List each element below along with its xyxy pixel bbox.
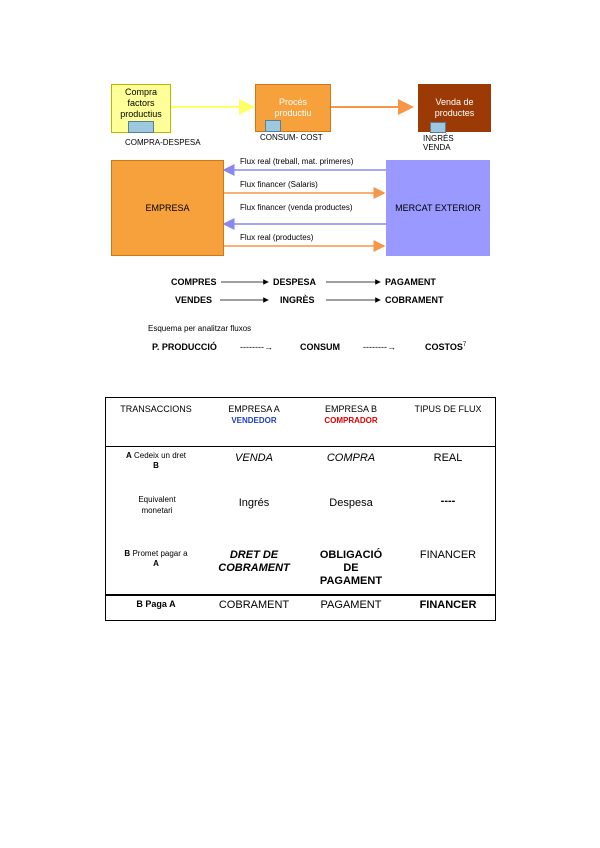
row1-target: B — [153, 461, 159, 470]
flow-pagament: PAGAMENT — [385, 277, 436, 287]
flow-vendes: VENDES — [175, 295, 213, 305]
box-venda-label: Venda de productes — [434, 97, 475, 118]
esquema-consum: CONSUM — [300, 342, 340, 352]
row4-transaccio: B Paga A — [136, 599, 176, 609]
row3-empresa-a: DRET DE COBRAMENT — [218, 549, 290, 574]
label-compra-despesa: COMPRA-DESPESA — [125, 138, 201, 147]
flow-cobrament: COBRAMENT — [385, 295, 444, 305]
flux-label-1: Flux real (treball, mat. primeres) — [240, 157, 354, 166]
box-proces-label: Procés productiu — [274, 97, 312, 118]
row3-empresa-b: OBLIGACIÓ DE PAGAMENT — [319, 549, 383, 587]
th-empresa-b-main: EMPRESA B — [324, 404, 378, 414]
flux-label-2: Flux financer (Salaris) — [240, 180, 318, 189]
esquema-produccio: P. PRODUCCIÓ — [152, 342, 217, 352]
esquema-arrow-1: --------→ — [240, 342, 273, 352]
esquema-arrow-2: --------→ — [363, 342, 396, 352]
row1-empresa-a: VENDA — [235, 452, 273, 464]
esquema-title: Esquema per analitzar fluxos — [148, 324, 252, 333]
row3-target: A — [153, 559, 159, 568]
flow-ingres: INGRÈS — [280, 295, 315, 305]
row4-tipus: FINANCER — [419, 599, 477, 611]
row1-actor: A — [125, 451, 132, 460]
esquema-costos-label: COSTOS — [425, 342, 463, 352]
th-empresa-b — [302, 404, 400, 426]
last-row-divider — [106, 594, 495, 596]
row2-tipus: ---- — [440, 495, 456, 507]
row1-action: Cedeix un dret — [133, 451, 187, 460]
row3-actor: B — [124, 549, 131, 558]
row1-transaccio — [106, 451, 206, 471]
row1-empresa-b: COMPRA — [326, 452, 376, 464]
label-ingres-venda: INGRÉS VENDA — [423, 134, 454, 152]
th-empresa-a — [206, 404, 302, 426]
footnote-marker: 7 — [462, 342, 467, 348]
th-transaccions: TRANSACCIONS — [120, 404, 192, 414]
row4-empresa-b: PAGAMENT — [320, 599, 382, 611]
flow-compres: COMPRES — [171, 277, 217, 287]
header-divider — [106, 446, 495, 447]
flux-label-3: Flux financer (venda productes) — [240, 203, 353, 212]
th-empresa-a-main: EMPRESA A — [228, 404, 280, 414]
th-tipus-flux: TIPUS DE FLUX — [414, 404, 482, 414]
label-consum-cost: CONSUM- COST — [260, 133, 323, 142]
flow-row-arrows — [0, 0, 600, 360]
flow-despesa: DESPESA — [273, 277, 317, 287]
row2-empresa-a: Ingrés — [238, 497, 270, 509]
row3-transaccio — [106, 549, 206, 569]
row4-empresa-a: COBRAMENT — [218, 599, 290, 611]
box-empresa-label: EMPRESA — [145, 202, 190, 213]
th-vendedor: VENDEDOR — [231, 416, 277, 425]
esquema-costos — [425, 342, 466, 352]
row3-tipus: FINANCER — [419, 549, 477, 561]
flux-label-4: Flux real (productes) — [240, 233, 314, 242]
row2-empresa-b: Despesa — [329, 497, 373, 509]
row3-action: Promet pagar a — [132, 549, 188, 558]
row2-transaccio: Equivalent monetari — [138, 495, 176, 515]
row1-tipus: REAL — [433, 452, 463, 464]
box-compra-label: Compra factors productius — [120, 87, 162, 119]
box-mercat-label: MERCAT EXTERIOR — [395, 202, 481, 213]
transactions-table — [105, 397, 496, 621]
th-comprador: COMPRADOR — [324, 416, 378, 425]
